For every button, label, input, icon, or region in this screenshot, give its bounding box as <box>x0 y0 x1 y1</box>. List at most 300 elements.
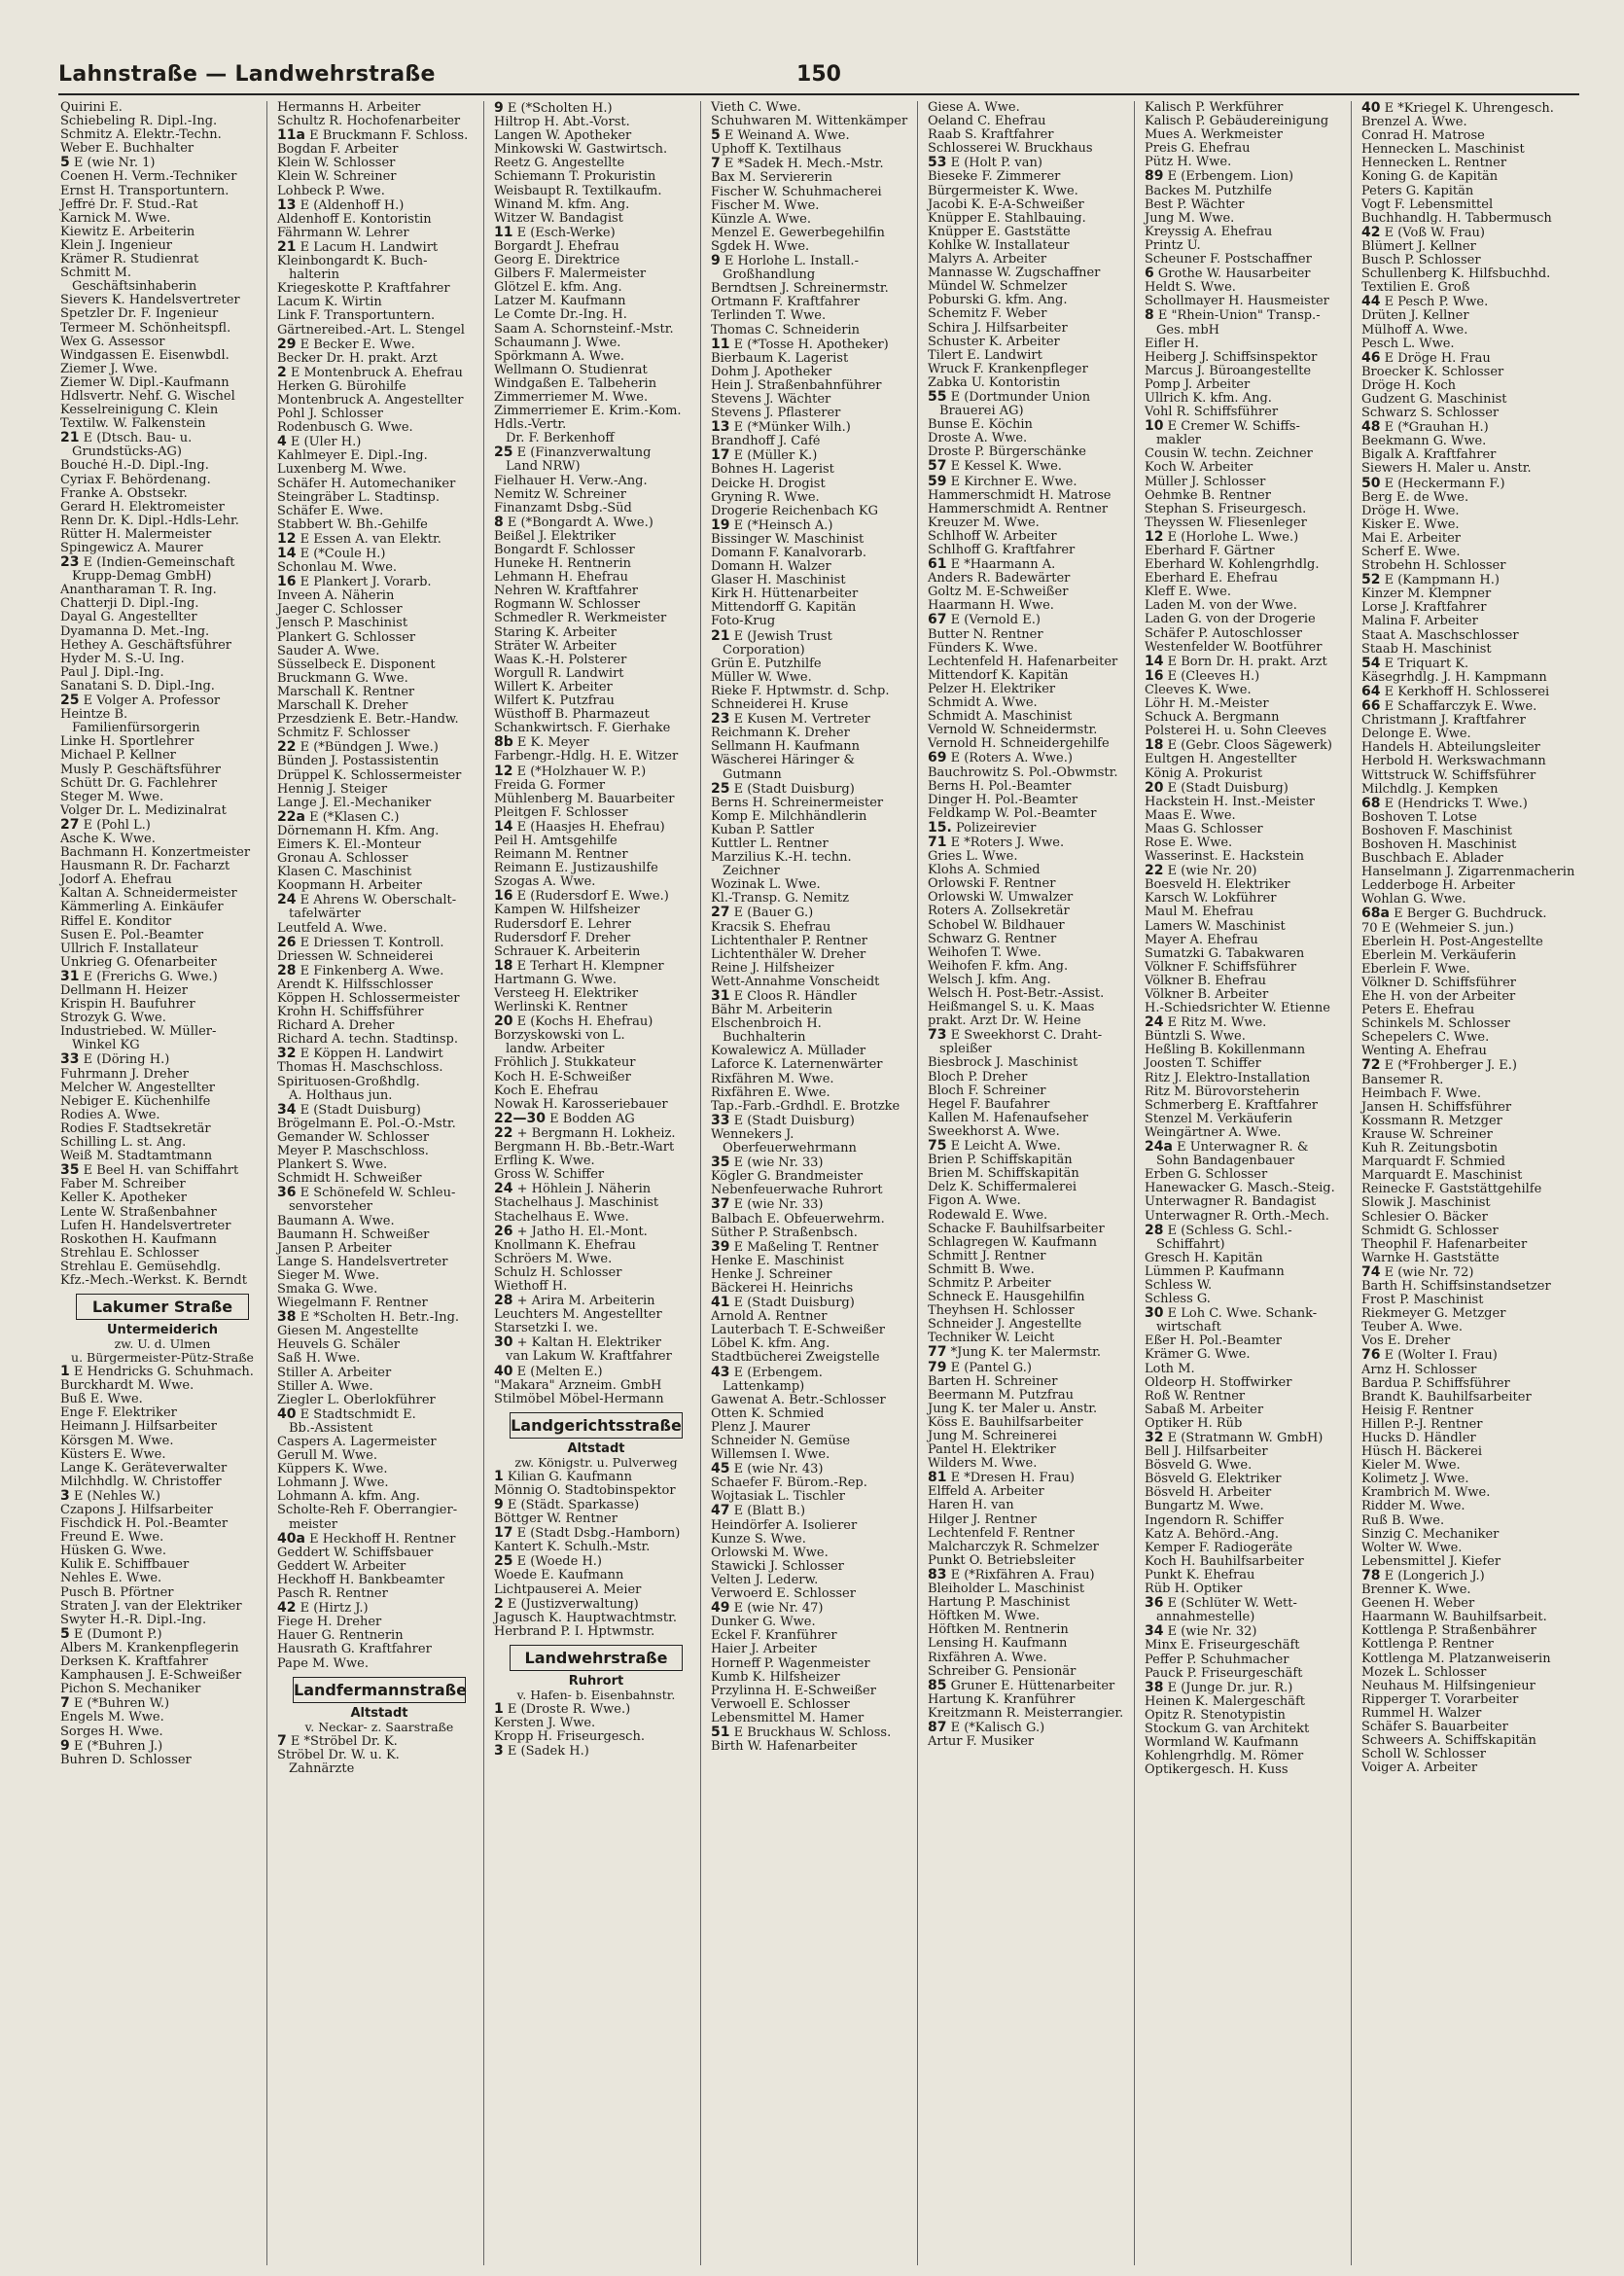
resident-entry: Kersten J. Wwe. <box>494 1717 596 1731</box>
house-number-entry: 12 E (Horlohe L. Wwe.) <box>1145 529 1299 545</box>
entry-continuation: Sohn Bandagenbauer <box>1156 1155 1295 1169</box>
resident-entry: Kämmerling A. Einkäufer <box>60 901 224 915</box>
resident-entry: Weiß M. Stadtamtmann <box>60 1150 213 1164</box>
resident-entry: Terlinden T. Wwe. <box>711 309 827 324</box>
resident-entry: Hüsken G. Wwe. <box>60 1545 166 1559</box>
resident-entry: Vos E. Dreher <box>1361 1334 1451 1349</box>
house-number-entry: 38 E *Scholten H. Betr.-Ing. <box>277 1310 460 1326</box>
resident-entry: Schulz H. Schlosser <box>494 1265 622 1280</box>
house-number: 54 <box>1361 656 1381 671</box>
resident-entry: Bähr M. Arbeiterin <box>711 1004 833 1018</box>
resident-entry: Boshoven T. Lotse <box>1361 810 1477 825</box>
entry-continuation: meister <box>289 1517 337 1532</box>
resident-entry: Dröge H. Wwe. <box>1361 504 1460 518</box>
resident-entry: Schmidt A. Maschinist <box>928 710 1073 725</box>
resident-entry: H.-Schiedsrichter W. Etienne <box>1145 1002 1330 1016</box>
house-number: 81 <box>928 1471 947 1486</box>
resident-entry: Droste A. Wwe. <box>928 432 1028 446</box>
resident-entry: Textilien E. Groß <box>1361 281 1470 296</box>
resident-entry: Eimers K. El.-Monteur <box>277 837 421 852</box>
resident-entry: Heckhoff H. Bankbeamter <box>277 1573 445 1587</box>
resident-entry: Strehlau E. Gemüsehdlg. <box>60 1260 222 1274</box>
resident-entry: Fuhrmann J. Dreher <box>60 1067 190 1082</box>
entry-continuation: Dr. F. Berkenhoff <box>506 432 615 446</box>
resident-entry: Voiger A. Arbeiter <box>1361 1761 1478 1776</box>
resident-entry: Ehe H. von der Arbeiter <box>1361 990 1516 1004</box>
house-number-entry: 53 E (Holt P. van) <box>928 156 1042 171</box>
resident-entry: Boesveld H. Elektriker <box>1145 878 1290 893</box>
house-number: 16 <box>1145 668 1164 684</box>
resident-entry: Marcus J. Büroangestellte <box>1145 364 1312 378</box>
entry-continuation: halterin <box>289 268 339 283</box>
resident-entry: Meyer P. Maschschloss. <box>277 1145 429 1159</box>
resident-entry: Wruck F. Krankenpfleger <box>928 362 1088 376</box>
house-number-entry: 76 E (Wolter I. Frau) <box>1361 1348 1498 1364</box>
resident-entry: Schlhoff G. Kraftfahrer <box>928 544 1076 557</box>
resident-entry: Schmidt A. Wwe. <box>928 696 1038 711</box>
resident-entry: Boshoven F. Maschinist <box>1361 824 1513 838</box>
resident-entry: Pasch R. Rentner <box>277 1587 388 1602</box>
house-number: 17 <box>494 1526 513 1542</box>
resident-entry: Kamphausen J. E-Schweißer <box>60 1669 242 1684</box>
resident-entry: Schmedler R. Werkmeister <box>494 612 667 626</box>
resident-entry: Velten J. Lederw. <box>711 1573 819 1587</box>
resident-entry: Theophil F. Hafenarbeiter <box>1361 1237 1528 1252</box>
house-number: 25 <box>60 693 80 709</box>
resident-entry: Butter N. Rentner <box>928 627 1043 642</box>
resident-entry: Pusch B. Pförtner <box>60 1585 174 1600</box>
house-number-entry: 21 E (Jewish Trust <box>711 628 832 644</box>
resident-entry: Karnick M. Wwe. <box>60 211 171 226</box>
resident-entry: Jeffré Dr. F. Stud.-Rat <box>60 197 198 212</box>
resident-entry: Heimbach F. Wwe. <box>1361 1086 1481 1101</box>
resident-entry: Freida G. Former <box>494 778 606 793</box>
entry-continuation: A. Holthaus jun. <box>289 1088 393 1103</box>
resident-entry: Schuhwaren M. Wittenkämper <box>711 115 908 129</box>
resident-entry: Fischer M. Wwe. <box>711 198 820 213</box>
house-number: 73 <box>928 1028 947 1044</box>
resident-entry: Scholte-Reh F. Oberrangier- <box>277 1504 458 1518</box>
resident-entry: Techniker W. Leicht <box>928 1332 1055 1346</box>
resident-entry: Roskothen H. Kaufmann <box>60 1232 217 1247</box>
resident-entry: Spingewicz A. Maurer <box>60 542 203 555</box>
house-number: 36 <box>277 1186 297 1201</box>
resident-entry: Nowak H. Karosseriebauer <box>494 1097 668 1112</box>
resident-entry: Kalisch P. Werkführer <box>1145 101 1284 115</box>
entry-continuation: Schiffahrt) <box>1156 1237 1225 1252</box>
resident-entry: Schlosserei W. Bruckhaus <box>928 142 1093 157</box>
resident-entry: Schreiber G. Pensionär <box>928 1664 1077 1679</box>
resident-entry: Eberlein H. Post-Angestellte <box>1361 935 1543 949</box>
resident-entry: Geddert W. Schiffsbauer <box>277 1546 434 1560</box>
resident-entry: Koch H. Bauhilfsarbeiter <box>1145 1554 1304 1569</box>
house-number: 18 <box>494 958 513 974</box>
resident-entry: Höftken M. Rentnerin <box>928 1623 1069 1638</box>
resident-entry: Höftken M. Wwe. <box>928 1610 1041 1624</box>
resident-entry: Fischdick H. Pol.-Beamter <box>60 1517 229 1532</box>
entry-continuation: tafelwärter <box>289 907 361 922</box>
resident-entry: Engels M. Wwe. <box>60 1711 164 1725</box>
resident-entry: Sträter W. Arbeiter <box>494 639 617 654</box>
resident-entry: Schmidt G. Schlosser <box>1361 1224 1499 1238</box>
entry-continuation: Familienfürsorgerin <box>72 722 200 736</box>
district-label: Untermeiderich <box>106 1323 219 1338</box>
resident-entry: Schäfer S. Bauarbeiter <box>1361 1720 1508 1734</box>
resident-entry: Jung K. ter Maler u. Anstr. <box>928 1402 1098 1416</box>
house-number: 87 <box>928 1720 947 1735</box>
house-number-entry: 22—30 E Bodden AG <box>494 1111 635 1126</box>
resident-entry: Büntzli S. Wwe. <box>1145 1030 1246 1045</box>
house-number: 36 <box>1145 1596 1164 1612</box>
resident-entry: Vernold H. Schneidergehilfe <box>928 737 1110 752</box>
house-number-entry: 12 E Essen A. van Elektr. <box>277 531 441 547</box>
house-number: 25 <box>494 445 513 461</box>
house-number: 14 <box>1145 654 1164 669</box>
street-range-note: zw. U. d. Ulmen <box>114 1337 211 1352</box>
resident-entry: Peffer P. Schuhmacher <box>1145 1653 1289 1667</box>
resident-entry: prakt. Arzt Dr. W. Heine <box>928 1014 1081 1029</box>
resident-entry: Sgdek H. Wwe. <box>711 239 810 254</box>
resident-entry: Schacke F. Bauhilfsarbeiter <box>928 1222 1105 1236</box>
resident-entry: Hiltrop H. Abt.-Vorst. <box>494 116 630 130</box>
house-number-entry: 1 E Hendricks G. Schuhmach. <box>60 1365 254 1380</box>
resident-entry: Preis G. Ehefrau <box>1145 142 1251 157</box>
resident-entry: Keller K. Apotheker <box>60 1191 187 1206</box>
resident-entry: Klein J. Ingenieur <box>60 238 173 253</box>
resident-entry: Knüpper E. Stahlbauing. <box>928 211 1086 226</box>
resident-entry: Lichtenthaler P. Rentner <box>711 934 868 948</box>
resident-entry: Wett-Annahme Vonscheidt <box>711 975 880 989</box>
resident-entry: Wasserinst. E. Hackstein <box>1145 850 1305 865</box>
house-number-entry: 78 E (Longerich J.) <box>1361 1568 1485 1583</box>
house-number-entry: 74 E (wie Nr. 72) <box>1361 1264 1474 1280</box>
resident-entry: Stockum G. van Architekt <box>1145 1722 1310 1736</box>
resident-entry: Plankert G. Schlosser <box>277 630 416 645</box>
resident-entry: Mittendorff G. Kapitän <box>711 601 857 616</box>
resident-entry: Winand M. kfm. Ang. <box>494 197 630 212</box>
resident-entry: Cleeves K. Wwe. <box>1145 683 1252 697</box>
street-range-note: v. Neckar- z. Saarstraße <box>304 1720 454 1734</box>
resident-entry: Nebiger E. Küchenhilfe <box>60 1094 211 1109</box>
resident-entry: Melcher W. Angestellter <box>60 1081 216 1095</box>
house-number: 22—30 <box>494 1111 546 1126</box>
resident-entry: Willert K. Arbeiter <box>494 680 613 694</box>
house-number-entry: 3 E (Nehles W.) <box>60 1488 160 1504</box>
resident-entry: Kiewitz E. Arbeiterin <box>60 225 195 239</box>
resident-entry: Aldenhoff E. Kontoristin <box>277 212 432 227</box>
house-number: 4 <box>277 435 287 450</box>
house-number-entry: 64 E Kerkhoff H. Schlosserei <box>1361 684 1550 699</box>
resident-entry: Strobehn H. Schlosser <box>1361 559 1506 574</box>
resident-entry: Schaumann J. Wwe. <box>494 336 621 350</box>
resident-entry: Sievers K. Handelsvertreter <box>60 294 240 308</box>
house-number: 16 <box>494 889 513 905</box>
resident-entry: Körsgen M. Wwe. <box>60 1434 174 1448</box>
house-number: 46 <box>1361 350 1381 366</box>
resident-entry: Faber M. Schreiber <box>60 1178 186 1192</box>
resident-entry: Kowalewicz A. Müllader <box>711 1045 866 1059</box>
resident-entry: Pohl J. Schlosser <box>277 408 383 422</box>
resident-entry: Henke J. Schreiner <box>711 1267 832 1282</box>
resident-entry: Wilfert K. Putzfrau <box>494 694 615 709</box>
resident-entry: Jung M. Wwe. <box>1145 211 1235 226</box>
house-number-entry: 18 E (Gebr. Cloos Sägewerk) <box>1145 738 1332 754</box>
house-number-entry: 49 E (wie Nr. 47) <box>711 1601 824 1617</box>
resident-entry: Marzilius K.-H. techn. <box>711 851 852 866</box>
resident-entry: Gresch H. Kapitän <box>1145 1251 1263 1265</box>
resident-entry: Scholl W. Schlosser <box>1361 1748 1486 1762</box>
resident-entry: Schuck A. Bergmann <box>1145 711 1280 726</box>
house-number-entry: 17 E (Müller K.) <box>711 448 818 464</box>
resident-entry: Poburski G. kfm. Ang. <box>928 294 1068 308</box>
house-number-entry: 21 E Lacum H. Landwirt <box>277 239 439 255</box>
house-number-entry: 40 E Stadtschmidt E. <box>277 1406 416 1422</box>
resident-entry: Berg E. de Wwe. <box>1361 490 1469 505</box>
house-number: 29 <box>277 337 297 352</box>
resident-entry: Steingräber L. Stadtinsp. <box>277 490 440 505</box>
house-number-entry: 59 E Kirchner E. Wwe. <box>928 474 1077 489</box>
resident-entry: Richard A. techn. Stadtinsp. <box>277 1033 458 1048</box>
resident-entry: Schless W. <box>1145 1278 1213 1293</box>
house-number: 24 <box>1145 1015 1164 1031</box>
resident-entry: Berns H. Schreinermeister <box>711 796 884 810</box>
resident-entry: Schless G. <box>1145 1293 1211 1307</box>
resident-entry: Eckel F. Kranführer <box>711 1629 837 1644</box>
resident-entry: Heldt S. Wwe. <box>1145 281 1236 296</box>
street-range-note: v. Hafen- b. Eisenbahnstr. <box>516 1688 676 1702</box>
resident-entry: Weihofen T. Wwe. <box>928 945 1041 960</box>
directory-column-7 <box>1359 101 1579 2265</box>
house-number-entry: 42 E (Hirtz J.) <box>277 1601 369 1617</box>
entry-continuation: Großhandlung <box>723 268 816 283</box>
house-number: 55 <box>928 389 947 405</box>
house-number: 5 <box>60 1626 70 1642</box>
resident-entry: Droste P. Bürgerschänke <box>928 445 1086 460</box>
resident-entry: Rummel H. Walzer <box>1361 1706 1482 1721</box>
resident-entry: Jagusch K. Hauptwachtmstr. <box>494 1611 677 1625</box>
resident-entry: Dröge H. Koch <box>1361 378 1457 393</box>
resident-entry: Fährmann W. Lehrer <box>277 226 409 240</box>
resident-entry: Weingärtner A. Wwe. <box>1145 1125 1282 1140</box>
resident-entry: Wellmann O. Studienrat <box>494 363 648 377</box>
resident-entry: Herbold H. Werkswachmann <box>1361 755 1546 769</box>
house-number-entry: 33 E (Döring H.) <box>60 1052 170 1068</box>
resident-entry: Vieth C. Wwe. <box>711 101 801 115</box>
resident-entry: Pütz H. Wwe. <box>1145 156 1232 170</box>
resident-entry: Textilw. W. Falkenstein <box>60 417 206 432</box>
house-number: 48 <box>1361 420 1381 436</box>
resident-entry: Willemsen I. Wwe. <box>711 1448 830 1463</box>
resident-entry: Heimann J. Hilfsarbeiter <box>60 1420 218 1435</box>
resident-entry: Zimmerriemer M. Wwe. <box>494 390 649 405</box>
resident-entry: Sweekhorst A. Wwe. <box>928 1124 1060 1139</box>
resident-entry: Wozinak L. Wwe. <box>711 878 821 893</box>
house-number: 26 <box>277 935 297 950</box>
house-number: 23 <box>711 712 730 728</box>
resident-entry: Stephan S. Friseurgesch. <box>1145 502 1307 516</box>
house-number: 8 <box>494 515 504 530</box>
house-number: 71 <box>928 835 947 850</box>
resident-entry: Pomp J. Arbeiter <box>1145 377 1251 392</box>
resident-entry: Lebensmittel M. Hamer <box>711 1711 865 1725</box>
entry-continuation: Winkel KG <box>72 1039 140 1053</box>
resident-entry: Böttger W. Rentner <box>494 1512 618 1527</box>
street-range-note: u. Bürgermeister-Pütz-Straße <box>71 1351 254 1366</box>
resident-entry: Lufen H. Handelsvertreter <box>60 1219 231 1233</box>
resident-entry: Pelzer H. Elektriker <box>928 682 1056 696</box>
resident-entry: Hermanns H. Arbeiter <box>277 101 421 115</box>
resident-entry: Hilger J. Rentner <box>928 1512 1037 1527</box>
resident-entry: Spirituosen-Großhdlg. <box>277 1075 420 1089</box>
resident-entry: Schneiderei H. Kruse <box>711 698 849 713</box>
resident-entry: Burckhardt M. Wwe. <box>60 1379 194 1394</box>
resident-entry: Boshoven H. Maschinist <box>1361 837 1517 852</box>
resident-entry: Lechtenfeld F. Rentner <box>928 1526 1076 1541</box>
house-number-entry: 25 E Volger A. Professor <box>60 693 221 709</box>
resident-entry: Herbrand P. I. Hptwmstr. <box>494 1624 655 1639</box>
resident-entry: Bauchrowitz S. Pol.-Obwmstr. <box>928 765 1118 780</box>
resident-entry: Bax M. Serviererin <box>711 171 833 186</box>
resident-entry: Malcharczyk R. Schmelzer <box>928 1540 1099 1554</box>
resident-entry: Arnz H. Schlosser <box>1361 1363 1477 1377</box>
house-number: 51 <box>711 1725 730 1740</box>
house-number: 12 <box>1145 529 1164 545</box>
resident-entry: Siewers H. Maler u. Anstr. <box>1361 462 1532 477</box>
house-number-entry: 2 E (Justizverwaltung) <box>494 1596 639 1612</box>
resident-entry: Waas K.-H. Polsterer <box>494 653 627 667</box>
resident-entry: Schmidt H. Schweißer <box>277 1172 422 1187</box>
directory-column-6 <box>1143 101 1352 2265</box>
house-number-entry: 9 E (Städt. Sparkasse) <box>494 1498 640 1512</box>
resident-entry: Schmitt B. Wwe. <box>928 1262 1035 1277</box>
resident-entry: Jacobi K. E-A-Schweißer <box>928 197 1084 212</box>
resident-entry: Laforce K. Laternenwärter <box>711 1058 883 1073</box>
house-number: 16 <box>277 575 297 590</box>
resident-entry: Jansen P. Arbeiter <box>277 1241 392 1256</box>
resident-entry: Nebenfeuerwache Ruhrort <box>711 1184 883 1198</box>
house-number-entry: 9 E (*Scholten H.) <box>494 101 613 116</box>
house-number-entry: 24 E Ahrens W. Oberschalt- <box>277 893 457 908</box>
house-number: 40 <box>494 1364 513 1379</box>
resident-entry: Hennig J. Steiger <box>277 782 388 797</box>
resident-entry: Schonlau M. Wwe. <box>277 561 398 576</box>
resident-entry: Versteeg H. Elektriker <box>494 987 639 1001</box>
house-number-entry: 8 E (*Bongardt A. Wwe.) <box>494 515 653 530</box>
house-number-entry: 22 E (*Bündgen J. Wwe.) <box>277 740 439 756</box>
house-number: 28 <box>277 963 297 978</box>
house-number: 53 <box>928 156 947 171</box>
resident-entry: Kumb K. Hilfsheizer <box>711 1670 840 1685</box>
resident-entry: Berns H. Pol.-Beamter <box>928 779 1072 794</box>
resident-entry: Bouché H.-D. Dipl.-Ing. <box>60 459 209 474</box>
resident-entry: Ledderboge H. Arbeiter <box>1361 879 1515 894</box>
resident-entry: Rixfähren E. Wwe. <box>711 1085 830 1100</box>
house-number-entry: 10 E Cremer W. Schiffs- <box>1145 419 1300 435</box>
resident-entry: Kriegeskotte P. Kraftfahrer <box>277 282 450 297</box>
house-number: 40a <box>277 1531 305 1547</box>
house-number-entry: 68a E Berger G. Buchdruck. <box>1361 907 1547 922</box>
resident-entry: Blümert J. Kellner <box>1361 239 1476 254</box>
resident-entry: Polsterei H. u. Sohn Cleeves <box>1145 725 1327 739</box>
resident-entry: Horneff P. Wagenmeister <box>711 1656 870 1671</box>
resident-entry: Brandt K. Bauhilfsarbeiter <box>1361 1390 1532 1405</box>
resident-entry: Gilbers F. Malermeister <box>494 267 647 282</box>
resident-entry: Hackstein H. Inst.-Meister <box>1145 795 1315 809</box>
house-number: 33 <box>60 1052 80 1068</box>
resident-entry: Gronau A. Schlosser <box>277 852 408 867</box>
house-number-entry: 83 E (*Rixfähren A. Frau) <box>928 1567 1095 1583</box>
resident-entry: Mittendorf K. Kapitän <box>928 668 1069 683</box>
resident-entry: Müller J. Schlosser <box>1145 475 1266 489</box>
resident-entry: Haier J. Arbeiter <box>711 1643 817 1657</box>
resident-entry: Windgaßen E. Talbeherin <box>494 376 657 391</box>
resident-entry: Dyamanna D. Met.-Ing. <box>60 624 210 639</box>
page-number: 150 <box>796 62 841 87</box>
house-number-entry: 40 E (Melten E.) <box>494 1364 603 1379</box>
resident-entry: Heiberg J. Schiffsinspektor <box>1145 350 1318 365</box>
house-number: 75 <box>928 1139 947 1155</box>
resident-entry: Reichmann K. Dreher <box>711 727 850 741</box>
resident-entry: Schemitz F. Weber <box>928 307 1047 322</box>
resident-entry: Bachmann H. Konzertmeister <box>60 846 251 861</box>
resident-entry: Lamers W. Maschinist <box>1145 919 1286 934</box>
resident-entry: Bungartz M. Wwe. <box>1145 1500 1264 1514</box>
house-number-entry: 27 E (Bauer G.) <box>711 906 814 921</box>
house-number: 1 <box>60 1365 70 1380</box>
resident-entry: Hein J. Straßenbahnführer <box>711 378 882 393</box>
house-number: 74 <box>1361 1264 1381 1280</box>
resident-entry: Neuhaus M. Hilfsingenieur <box>1361 1679 1536 1693</box>
resident-entry: Balbach E. Obfeuerwehrm. <box>711 1212 885 1227</box>
resident-entry: Riffel E. Konditor <box>60 914 172 929</box>
resident-entry: Kleinbongardt K. Buch- <box>277 255 428 269</box>
resident-entry: Dellmann H. Heizer <box>60 984 188 998</box>
resident-entry: Schmitt M. <box>60 267 132 281</box>
resident-entry: Driessen W. Schneiderei <box>277 949 434 964</box>
house-number-entry: 16 E (Cleeves H.) <box>1145 668 1260 684</box>
house-number-entry: 24 E Ritz M. Wwe. <box>1145 1015 1267 1031</box>
resident-entry: Sanatani S. D. Dipl.-Ing. <box>60 679 215 693</box>
resident-entry: Delonge E. Wwe. <box>1361 728 1471 742</box>
house-number: 26 <box>494 1224 513 1239</box>
resident-entry: Geenen H. Weber <box>1361 1597 1475 1612</box>
resident-entry: Hausmann R. Dr. Facharzt <box>60 860 230 874</box>
resident-entry: Leutfeld A. Wwe. <box>277 921 388 936</box>
resident-entry: Farbengr.-Hdlg. H. E. Witzer <box>494 750 679 765</box>
resident-entry: Löhr H. M.-Meister <box>1145 697 1269 712</box>
resident-entry: Zabka U. Kontoristin <box>928 375 1061 390</box>
resident-entry: Teuber A. Wwe. <box>1361 1321 1464 1335</box>
resident-entry: Haarmann H. Wwe. <box>928 599 1054 614</box>
house-number-entry: 13 E (*Münker Wilh.) <box>711 420 851 436</box>
house-number-entry: 22 + Bergmann H. Lokheiz. <box>494 1125 676 1141</box>
resident-entry: Schneck E. Hausgehilfin <box>928 1291 1085 1305</box>
resident-entry: "Makara" Arzneim. GmbH <box>494 1378 662 1393</box>
resident-entry: Dayal G. Angestellter <box>60 611 197 625</box>
resident-entry: Ullrich K. kfm. Ang. <box>1145 391 1272 406</box>
resident-entry: Kreyssig A. Ehefrau <box>1145 225 1273 239</box>
house-number-entry: 43 E (Erbengem. <box>711 1365 823 1380</box>
street-heading: Landwehrstraße <box>510 1645 683 1671</box>
house-number: 22 <box>1145 864 1164 879</box>
resident-entry: Zimmerriemer E. Krim.-Kom. <box>494 405 682 419</box>
resident-entry: Knüpper E. Gaststätte <box>928 225 1071 239</box>
resident-entry: Derksen K. Kraftfahrer <box>60 1655 208 1670</box>
resident-entry: Weisbaupt R. Textilkaufm. <box>494 184 662 198</box>
resident-entry: Brögelmann E. Pol.-O.-Mstr. <box>277 1117 456 1131</box>
resident-entry: Schaefer F. Bürom.-Rep. <box>711 1476 867 1491</box>
house-number-entry: 44 E Pesch P. Wwe. <box>1361 295 1489 310</box>
